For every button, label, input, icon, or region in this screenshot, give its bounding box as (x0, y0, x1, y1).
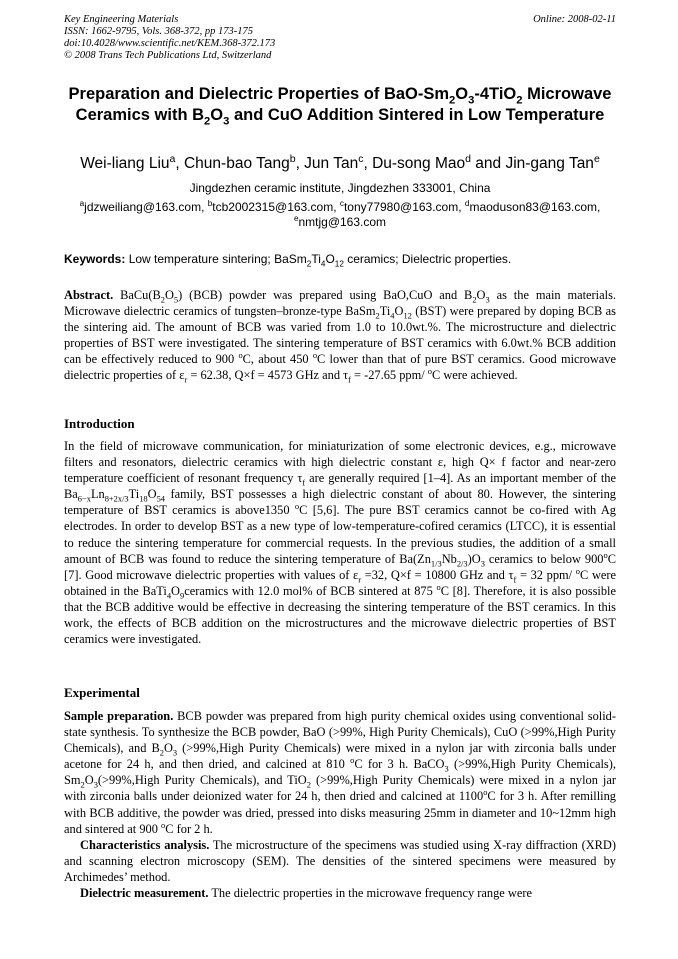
keywords-label: Keywords: (64, 252, 126, 266)
introduction-paragraph: In the field of microwave communication, for miniaturization of some electronic devices, e.g., microwave filters and resonators, dielectric ceramics with high dielectric constant ε, high Q× f factor and near-zero temperature coefficient of resonant frequency $\tau_f$ are generally required [1–4]. As an important member of the $Ba_{6-x}Ln_{8+2x/3}Ti_{18}O_{54}$ family, BST possesses a high dielectric constant of about 80. However, the sintering temperature of BST ceramics is above1350 $^o$C [5,6]. The pure BST ceramics cannot be co-fired with Ag electrodes. In order to develop BST as a new type of low-temperature-cofired ceramics (LTCC), it is essential to reduce the sintering temperature for commercial requests. In the previous studies, the addition of a small amount of BCB was found to reduce the sintering temperature of $Ba(Zn_{1/3}Nb_{2/3})O_3$ ceramics to below 900$^o$C [7]. Good microwave dielectric properties with values of $\varepsilon_r =32$, Q×f = 10800 GHz and $\tau_f = 32$ ppm/ $^o$C were obtained in the $BaTi_4O_9ceramics$ with 12.0 mol% of BCB sintered at 875 $^o$C [8]. Therefore, it is also possible that the BCB additive would be effective in decreasing the sintering temperature of the BST ceramics. In this work, the effects of BCB addition on the microstructures and the microwave dielectric properties of BST ceramics were investigated. (64, 439, 617, 647)
doi-line: doi:10.4028/www.scientific.net/KEM.368-372.173 (64, 38, 276, 49)
issn-line: ISSN: 1662-9795, Vols. 368-372, pp 173-175 (64, 26, 253, 37)
keywords: Keywords: Low temperature sintering; $BaSm_2Ti_4O_{12}$ ceramics; Dielectric properties. (64, 252, 512, 269)
online-date: Online: 2008-02-11 (533, 14, 616, 25)
journal-name: Key Engineering Materials (64, 14, 179, 25)
dielectric-label: Dielectric measurement. (80, 886, 209, 900)
paper-title: Preparation and Dielectric Properties of BaO-$Sm_2O_3-4TiO_2$ Microwave Ceramics with $B_2O_3$ and CuO Addition Sintered in Low Temperature (68, 85, 612, 128)
affiliation: Jingdezhen ceramic institute, Jingdezhen 333001, China (189, 181, 491, 195)
abstract: Abstract. $BaCu(B_2O_5)$ (BCB) powder was prepared using BaO,CuO and $B_2O_3$ as the main materials. Microwave dielectric ceramics of tungsten–bronze-type $BaSm_2Ti_4O_{12}$ (BST) were prepared by doping BCB as the sintering aid. The amount of BCB was varied from 1.0 to 10.0wt.%. The microstructure and dielectric properties of BST were investigated. The sintering temperature of BST ceramics with 6.0wt.% BCB addition can be effectively reduced to 900 $^o$C, about 450 $^o$C lower than that of pure BST ceramics. Good microwave dielectric properties of $\varepsilon_r = 62.38$, Q×f = 4573 GHz and $\tau_f = -27.65$ ppm/ $^o$C were achieved. (64, 288, 616, 385)
journal-header (64, 14, 616, 62)
copyright-line: © 2008 Trans Tech Publications Ltd, Switzerland (64, 50, 272, 61)
sample-preparation-paragraph: Sample preparation. BCB powder was prepared from high purity chemical oxides using conventional solid-state synthesis. To synthesize the BCB powder, BaO (>99%, High Purity Chemicals), CuO (>99%,High Purity Chemicals), and $B_2O_3$ (>99%,High Purity Chemicals) were mixed in a nylon jar with zirconia balls under acetone for 24 h, and then dried, and calcined at 810 $^o$C for 3 h. BaCO$_3$ (>99%,High Purity Chemicals), $Sm_2O_3(>99\%,High$ Purity Chemicals), and TiO$_2$ (>99%,High Purity Chemicals) were mixed in a nylon jar with zirconia balls under deionized water for 24 h, then dried and calcined at 1100$^o$C for 3 h. After remilling with BCB additive, the powder was dried, pressed into disks measuring 25mm in diameter and 10~12mm high and sintered at 900 $^o$C for 2 h. (64, 709, 617, 836)
characteristics-label: Characteristics analysis. (80, 838, 210, 852)
characteristics-paragraph: Characteristics analysis. The microstructure of the specimens was studied using X-ray diffraction (XRD) and scanning electron microscopy (SEM). The densities of the sintered specimens were measured by Archimedes’ method. (64, 838, 616, 885)
dielectric-paragraph: Dielectric measurement. The dielectric properties in the microwave frequency range were (80, 886, 532, 900)
sample-preparation-label: Sample preparation. (64, 709, 174, 723)
author-emails: $^a$jdzweiliang@163.com, $^b$tcb2002315@163.com, $^c$tony77980@163.com, $^d$maoduson83@163.com, $^e$nmtjg@163.com (79, 199, 601, 229)
author-list: Wei-liang Liu$^a$, Chun-bao Tang$^b$, Jun Tan$^c$, Du-song Mao$^d$ and Jin-gang Tan$^e$ (80, 152, 600, 172)
introduction-heading: Introduction (64, 416, 135, 431)
experimental-heading: Experimental (64, 685, 140, 700)
abstract-label: Abstract. (64, 288, 114, 302)
